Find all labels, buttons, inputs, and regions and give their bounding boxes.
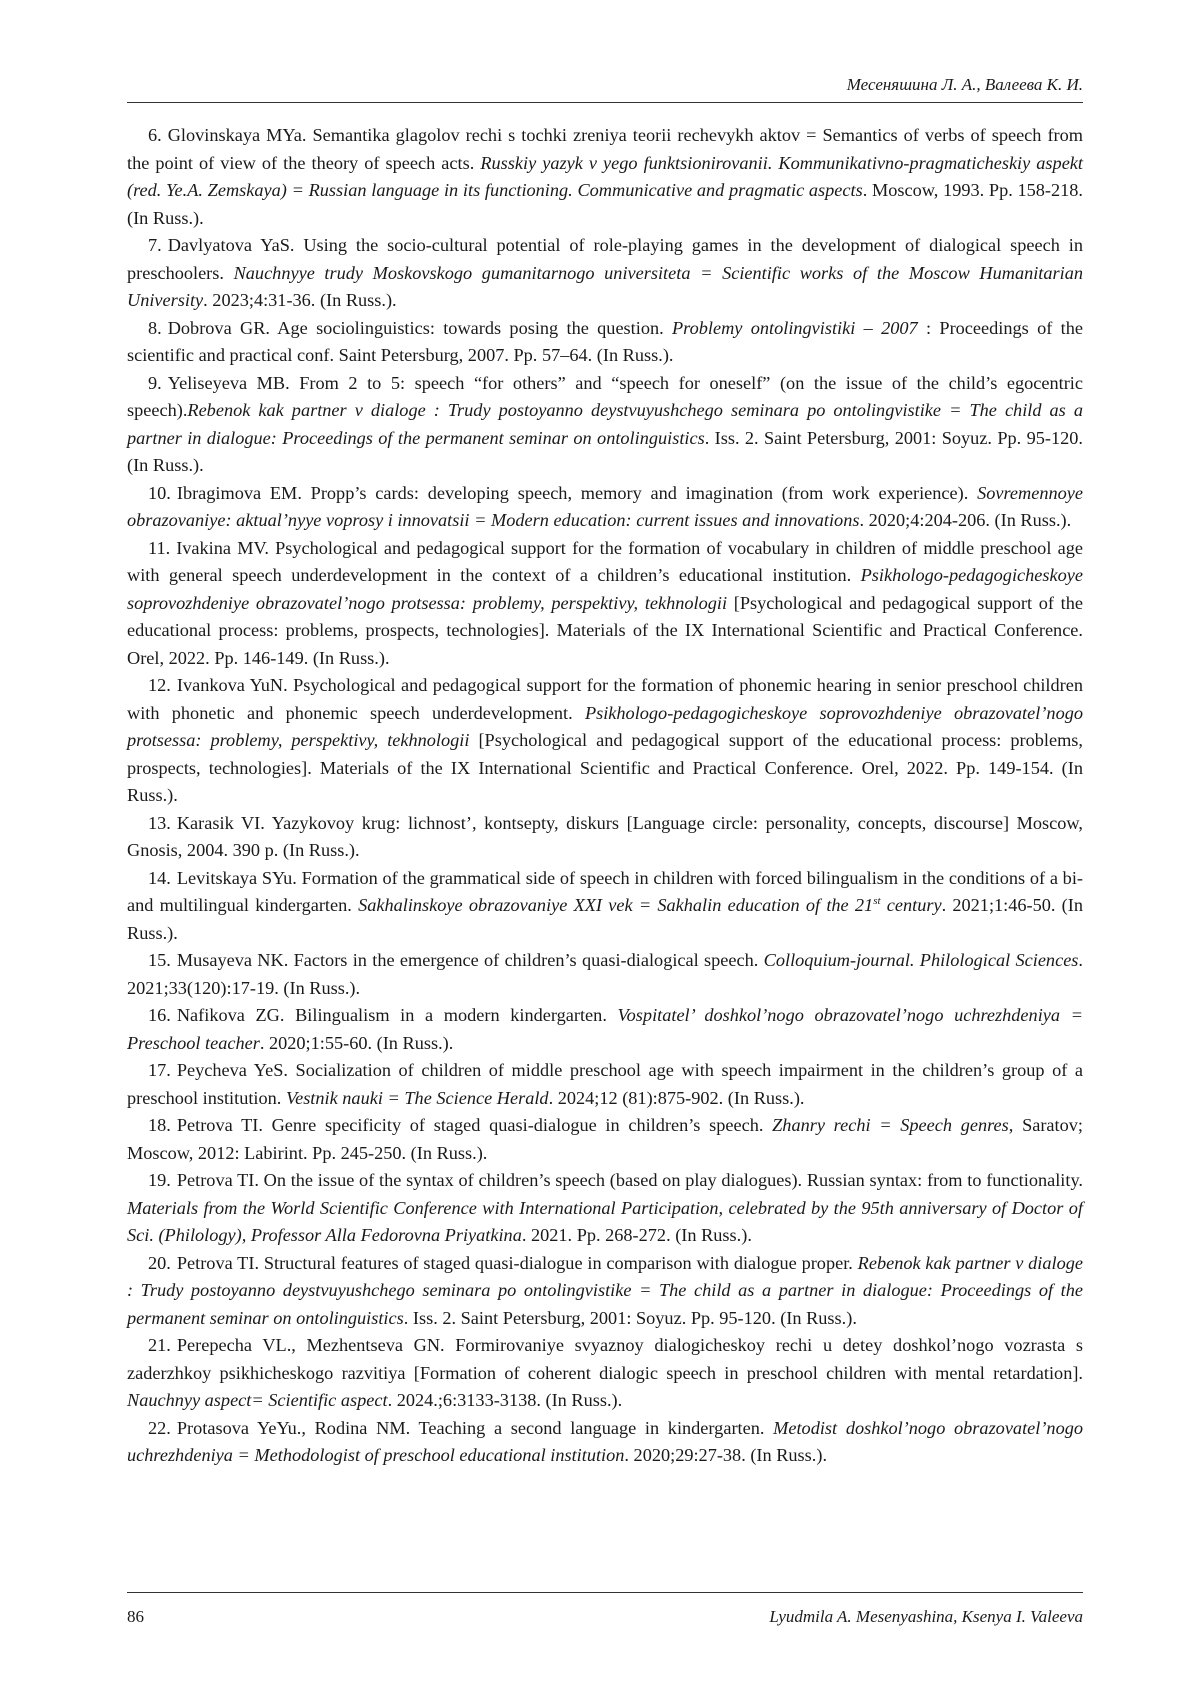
reference-text: . 2021. Pp. 268-272. (In Russ.). [521, 1225, 752, 1245]
reference-number: 19. [148, 1170, 171, 1190]
reference-text: . 2023;4:31-36. (In Russ.). [203, 290, 397, 310]
reference-text: Ivankova YuN. Psychological and pedagogical support for the formation of phonemic hearing in senior preschool children with phonetic and phonemic speech underdevelopment. [127, 675, 1083, 723]
reference-item [127, 1112, 1083, 1167]
reference-source-title: Nauchnyy aspect= Scientific aspect [127, 1390, 388, 1410]
reference-text: Petrova TI. On the issue of the syntax of children’s speech (based on play dialogues). Russian syntax: from to functionality. [176, 1170, 1083, 1190]
reference-number: 16. [148, 1005, 171, 1025]
reference-text: . Iss. 2. Saint Petersburg, 2001: Soyuz. Pp. 95-120. (In Russ.). [127, 427, 1083, 475]
reference-number: 10. [148, 482, 171, 503]
reference-number: 6. [148, 125, 162, 145]
reference-number: 20. [148, 1252, 171, 1273]
reference-item [127, 1250, 1083, 1333]
reference-text: Petrova TI. Structural features of staged quasi-dialogue in comparison with dialogue proper. [176, 1252, 858, 1273]
reference-source-title: st [873, 894, 881, 907]
footer-rule [127, 1592, 1083, 1593]
reference-source-title: Russkiy yazyk v yego funktsionirovanii. Kommunikativno-pragmaticheskiy aspekt (red. Ye.A. Zemskaya) = Russian language in its functioning. Communicative and pragmatic aspects [127, 152, 1083, 200]
reference-text: . 2021;1:46-50. (In Russ.). [127, 895, 1083, 943]
running-head: Месеняшина Л. А., Валеева К. И. [846, 75, 1083, 94]
reference-text: . 2020;4:204-206. (In Russ.). [859, 510, 1072, 530]
reference-text: Musayeva NK. Factors in the emergence of children’s quasi-dialogical speech. [176, 950, 764, 970]
reference-source-title: Sovremennoye obrazovaniye: aktual’nyye voprosy i innovatsii = Modern education: current issues and innovations [127, 482, 1083, 530]
reference-text: Karasik VI. Yazykovoy krug: lichnost’, kontsepty, diskurs [Language circle: personality, concepts, discourse] Moscow, Gnosis, 2004. 390 p. (In Russ.). [127, 812, 1083, 860]
reference-text: . Iss. 2. Saint Petersburg, 2001: Soyuz. Pp. 95-120. (In Russ.). [403, 1307, 857, 1328]
reference-item [127, 1002, 1083, 1057]
reference-source-title: Problemy ontolingvistiki – 2007 [672, 317, 918, 338]
reference-source-title: Rebenok kak partner v dialoge : Trudy postoyanno deystvuyushchego seminara po ontolingvistike = The child as a partner in dialogue: Proceedings of the permanent seminar on ontolinguistics [127, 1252, 1084, 1328]
reference-text: Protasova YeYu., Rodina NM. Teaching a second language in kindergarten. [176, 1417, 774, 1438]
reference-item [127, 315, 1083, 370]
reference-text: Peycheva YeS. Socialization of children of middle preschool age with speech impairment in the children’s group of a preschool institution. [127, 1060, 1083, 1108]
reference-item [127, 122, 1083, 232]
reference-item [127, 370, 1083, 480]
reference-source-title: Psikhologo-pedagogicheskoye soprovozhdeniye obrazovatel’nogo protsessa: problemy, perspektivy, tekhnologii [127, 565, 1083, 613]
header-rule [127, 102, 1083, 103]
reference-item [127, 947, 1083, 1002]
reference-text: Ivakina MV. Psychological and pedagogical support for the formation of vocabulary in children of middle preschool age with general speech underdevelopment in the context of a children’s educational institution. [127, 537, 1083, 585]
reference-text: Glovinskaya MYa. Semantika glagolov rechi s tochki zreniya teorii rechevykh aktov = Semantics of verbs of speech from the point of view of the theory of speech acts. [127, 125, 1083, 173]
reference-source-title: Sakhalinskoye obrazovaniye XXI vek = Sakhalin education of the 21 [358, 895, 874, 915]
footer-authors: Lyudmila A. Mesenyashina, Ksenya I. Valeeva [769, 1607, 1083, 1626]
reference-text: Davlyatova YaS. Using the socio-cultural potential of role-playing games in the development of dialogical speech in preschoolers. [127, 235, 1083, 283]
reference-number: 13. [148, 812, 171, 833]
reference-number: 14. [148, 867, 171, 888]
reference-number: 15. [148, 950, 171, 970]
reference-item [127, 1415, 1083, 1470]
reference-text: [Psychological and pedagogical support of the educational process: problems, prospects, technologies]. Materials of the IX International Scientific and Practical Conference. Orel, 2022. Pp. 149-154. (In Russ.). [127, 730, 1083, 805]
reference-item [127, 535, 1083, 673]
reference-item [127, 865, 1083, 948]
reference-text: . 2020;29:27-38. (In Russ.). [624, 1445, 828, 1465]
reference-text: Ibragimova EM. Propp’s cards: developing speech, memory and imagination (from work experience). [176, 482, 978, 503]
reference-number: 12. [148, 675, 171, 695]
reference-text: [Psychological and pedagogical support of the educational process: problems, prospects, technologies]. Materials of the IX International Scientific and Practical Conference. Orel, 2022. Pp. 146-149. (In Russ.). [127, 592, 1083, 668]
reference-number: 17. [148, 1060, 171, 1080]
reference-source-title: Colloquium-journal. Philological Sciences [763, 950, 1079, 970]
reference-number: 18. [148, 1115, 171, 1135]
reference-number: 22. [148, 1417, 171, 1438]
page-number: 86 [127, 1607, 144, 1626]
reference-source-title: Psikhologo-pedagogicheskoye soprovozhdeniye obrazovatel’nogo protsessa: problemy, perspektivy, tekhnologii [127, 702, 1083, 750]
reference-text: . 2024.;6:3133-3138. (In Russ.). [387, 1390, 623, 1410]
reference-source-title: Rebenok kak partner v dialoge : Trudy postoyanno deystvuyushchego seminara po ontolingvistike = The child as a partner in dialogue: Proceedings of the permanent seminar on ontolinguistics [127, 400, 1083, 448]
reference-item [127, 1167, 1083, 1250]
reference-number: 21. [148, 1335, 171, 1355]
reference-text: Perepecha VL., Mezhentseva GN. Formirovaniye svyaznoy dialogicheskoy rechi u detey doshkol’nogo vozrasta s zaderzhkoy psikhicheskogo razvitiya [Formation of coherent dialogic speech in preschool children with mental retardation]. [127, 1335, 1083, 1383]
reference-number: 9. [148, 372, 162, 393]
reference-item [127, 810, 1083, 865]
reference-source-title: Nauchnyye trudy Moskovskogo gumanitarnogo universiteta = Scientific works of the Moscow Humanitarian University [127, 262, 1083, 310]
reference-item [127, 480, 1083, 535]
reference-item [127, 1057, 1083, 1112]
reference-text: Petrova TI. Genre specificity of staged quasi-dialogue in children’s speech. [176, 1115, 773, 1135]
reference-text: Nafikova ZG. Bilingualism in a modern kindergarten. [176, 1005, 618, 1025]
reference-source-title: century [880, 895, 942, 915]
reference-number: 7. [148, 235, 162, 255]
reference-item [127, 232, 1083, 315]
reference-source-title: Metodist doshkol’nogo obrazovatel’nogo uchrezhdeniya = Methodologist of preschool educational institution [127, 1417, 1083, 1465]
reference-text: . 2020;1:55-60. (In Russ.). [259, 1032, 454, 1053]
reference-text: . 2024;12 (81):875-902. (In Russ.). [548, 1087, 805, 1108]
reference-text: Dobrova GR. Age sociolinguistics: towards posing the question. [167, 317, 673, 338]
reference-item [127, 672, 1083, 810]
reference-source-title: Zhanry rechi = Speech genres [772, 1115, 1009, 1135]
reference-text: . Moscow, 1993. Pp. 158-218. (In Russ.). [127, 180, 1083, 228]
reference-source-title: Vospitatel’ doshkol’nogo obrazovatel’nogo uchrezhdeniya = Preschool teacher [127, 1005, 1083, 1053]
reference-text: , Saratov; Moscow, 2012: Labirint. Pp. 245-250. (In Russ.). [127, 1115, 1083, 1163]
reference-number: 8. [148, 317, 162, 338]
reference-text: . 2021;33(120):17-19. (In Russ.). [127, 950, 1083, 998]
reference-list [127, 122, 1083, 1470]
reference-number: 11. [148, 537, 171, 558]
reference-source-title: Vestnik nauki = The Science Herald [285, 1087, 549, 1108]
reference-text: Levitskaya SYu. Formation of the grammatical side of speech in children with forced bilingualism in the conditions of a bi- and multilingual kindergarten. [127, 867, 1083, 915]
reference-text: : Proceedings of the scientific and practical conf. Saint Petersburg, 2007. Pp. 57–64. (In Russ.). [127, 317, 1083, 365]
reference-text: Yeliseyeva MB. From 2 to 5: speech “for others” and “speech for oneself” (on the issue of the child’s egocentric speech). [127, 372, 1083, 420]
reference-source-title: Materials from the World Scientific Conference with International Participation, celebrated by the 95th anniversary of Doctor of Sci. (Philology), Professor Alla Fedorovna Priyatkina [127, 1197, 1083, 1245]
reference-item [127, 1332, 1083, 1415]
